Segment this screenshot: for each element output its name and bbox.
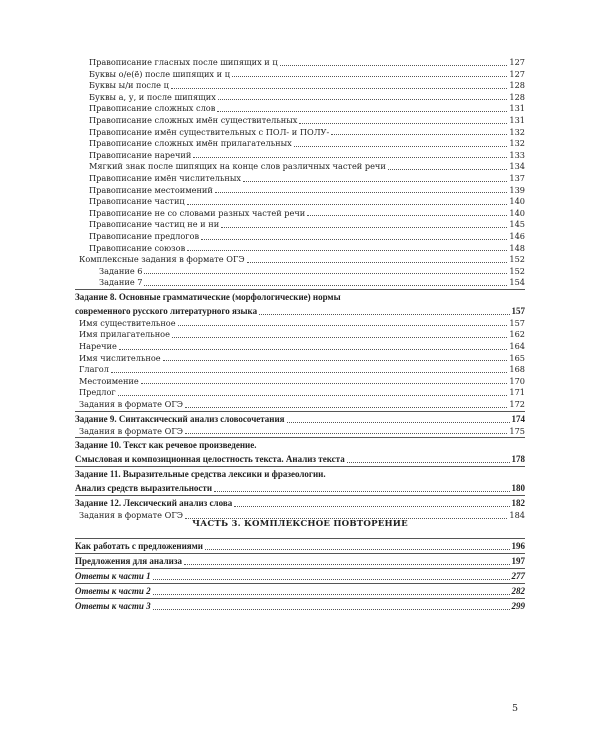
toc-entry: [75, 103, 525, 115]
toc-entry: [75, 598, 525, 613]
toc-entry-page: 172: [509, 399, 525, 410]
dot-leader: [388, 169, 508, 170]
toc-entry: [75, 231, 525, 243]
toc-entry-title: Правописание сложных имён существительных: [89, 114, 298, 125]
toc-entry: [75, 568, 525, 583]
dot-leader: [144, 285, 507, 286]
toc-entry-page: 145: [509, 219, 525, 230]
toc-entry-page: 146: [509, 230, 525, 241]
toc-entry-title: Анализ средств выразительности: [75, 483, 213, 494]
dot-leader: [287, 422, 510, 423]
toc-entry-page: 196: [511, 541, 525, 551]
toc-entry-page: 152: [509, 254, 525, 265]
toc-entry-title: Правописание частиц: [89, 196, 185, 207]
toc-entry-page: 128: [509, 80, 525, 91]
table-of-contents-part3: [75, 538, 525, 613]
toc-entry: [75, 426, 525, 438]
dot-leader: [141, 383, 508, 384]
toc-entry-title: современного русского литературного языка: [75, 305, 258, 316]
toc-entry-title: Правописание предлогов: [89, 230, 200, 241]
toc-entry-title: Правописание частиц не и ни: [89, 219, 220, 230]
toc-entry-title: Буквы а, у, и после шипящих: [89, 91, 216, 102]
toc-entry-page: 174: [511, 413, 525, 424]
toc-entry: [75, 69, 525, 81]
toc-entry-page: 182: [511, 498, 525, 509]
toc-entry-page: 137: [509, 172, 525, 183]
toc-entry-title: Правописание не со словами разных частей речи: [89, 207, 306, 218]
dot-leader: [299, 123, 507, 124]
dot-leader: [184, 564, 510, 565]
toc-entry: [75, 583, 525, 598]
dot-leader: [185, 433, 507, 434]
toc-entry: [75, 138, 525, 150]
toc-entry-title: Правописание имён существительных с ПОЛ- и ПОЛУ-: [89, 126, 330, 137]
toc-entry: [75, 318, 525, 330]
toc-entry-title: Задание 9. Синтаксический анализ словосочетания: [75, 413, 285, 424]
toc-entry: [75, 304, 525, 318]
dot-leader: [221, 227, 507, 228]
toc-entry: [75, 353, 525, 365]
toc-entry-title: Задание 11. Выразительные средства лексики и фразеологии.: [75, 469, 326, 480]
toc-entry: [75, 538, 525, 553]
dot-leader: [119, 349, 508, 350]
toc-entry-title: Задание 8. Основные грамматические (морфологические) нормы: [75, 291, 341, 302]
toc-entry: [75, 196, 525, 208]
toc-entry: [75, 161, 525, 173]
toc-entry: [75, 553, 525, 568]
toc-entry-page: 277: [511, 571, 525, 581]
toc-entry-title: Имя числительное: [79, 352, 161, 363]
toc-entry: [75, 185, 525, 197]
toc-entry-page: 175: [509, 425, 525, 436]
toc-entry-title: Ответы к части 2: [75, 586, 151, 596]
dot-leader: [232, 76, 507, 77]
toc-entry: [75, 208, 525, 220]
toc-entry-title: Правописание местоимений: [89, 184, 213, 195]
toc-entry: [75, 277, 525, 289]
toc-entry-title: Буквы ы/и после ц: [89, 80, 169, 91]
toc-entry: [75, 127, 525, 139]
toc-entry: [75, 364, 525, 376]
toc-entry: [75, 437, 525, 452]
toc-entry: [75, 466, 525, 481]
toc-entry-page: 127: [509, 68, 525, 79]
dot-leader: [234, 506, 509, 507]
toc-entry-page: 140: [509, 196, 525, 207]
toc-entry-title: Буквы о/е(ё) после шипящих и ц: [89, 68, 230, 79]
toc-entry-page: 140: [509, 207, 525, 218]
toc-entry: [75, 376, 525, 388]
toc-entry-page: 180: [511, 483, 525, 494]
dot-leader: [347, 462, 510, 463]
toc-entry-page: 165: [509, 352, 525, 363]
toc-entry-title: Имя прилагательное: [79, 329, 170, 340]
dot-leader: [217, 111, 507, 112]
toc-entry-page: 157: [509, 317, 525, 328]
dot-leader: [218, 99, 508, 100]
toc-entry-page: 128: [509, 91, 525, 102]
toc-entry: [75, 115, 525, 127]
toc-entry-title: Наречие: [79, 341, 117, 352]
toc-entry-title: Предлог: [79, 387, 116, 398]
toc-entry-title: Имя существительное: [79, 317, 176, 328]
toc-entry-page: 131: [509, 114, 525, 125]
toc-entry-page: 162: [509, 329, 525, 340]
dot-leader: [215, 192, 508, 193]
toc-entry-page: 139: [509, 184, 525, 195]
toc-entry: [75, 80, 525, 92]
toc-entry-title: Правописание имён числительных: [89, 172, 242, 183]
toc-entry-page: 184: [509, 510, 525, 521]
dot-leader: [163, 360, 508, 361]
toc-entry-title: Смысловая и композиционная целостность текста. Анализ текста: [75, 454, 345, 465]
toc-entry-page: 164: [509, 341, 525, 352]
toc-entry-page: 178: [511, 454, 525, 465]
toc-entry-title: Правописание сложных имён прилагательных: [89, 138, 292, 149]
dot-leader: [294, 146, 508, 147]
toc-entry-title: Задание 10. Текст как речевое произведение.: [75, 440, 257, 451]
toc-entry: [75, 452, 525, 466]
toc-entry-title: Ответы к части 3: [75, 601, 151, 611]
toc-entry: [75, 92, 525, 104]
toc-entry-title: Правописание союзов: [89, 242, 186, 253]
toc-entry: [75, 411, 525, 426]
toc-entry: [75, 266, 525, 278]
section-title: ЧАСТЬ 3. КОМПЛЕКСНОЕ ПОВТОРЕНИЕ: [192, 519, 408, 529]
toc-entry-title: Задания в формате ОГЭ: [79, 510, 184, 521]
toc-entry-page: 133: [509, 149, 525, 160]
table-of-contents-part2: [75, 57, 525, 522]
toc-entry-page: 134: [509, 161, 525, 172]
dot-leader: [307, 215, 507, 216]
dot-leader: [172, 337, 507, 338]
toc-entry: [75, 341, 525, 353]
page-number: 5: [512, 703, 519, 714]
dot-leader: [214, 491, 509, 492]
toc-entry: [75, 243, 525, 255]
dot-leader: [118, 395, 508, 396]
dot-leader: [243, 181, 507, 182]
toc-entry-page: 127: [509, 57, 525, 67]
toc-entry-page: 152: [509, 265, 525, 276]
toc-entry-title: Правописание сложных слов: [89, 103, 216, 114]
toc-entry-page: 132: [509, 138, 525, 149]
dot-leader: [144, 273, 507, 274]
dot-leader: [205, 549, 510, 550]
toc-entry: [75, 57, 525, 69]
toc-entry-title: Предложения для анализа: [75, 556, 182, 566]
dot-leader: [171, 88, 507, 89]
toc-entry-title: Задание 6: [99, 265, 143, 276]
dot-leader: [111, 372, 507, 373]
toc-entry-page: 154: [509, 277, 525, 288]
toc-entry: [75, 399, 525, 411]
dot-leader: [331, 134, 507, 135]
dot-leader: [247, 262, 508, 263]
toc-entry: [75, 173, 525, 185]
toc-entry-title: Задание 12. Лексический анализ слова: [75, 498, 233, 509]
dot-leader: [201, 239, 507, 240]
toc-entry-page: 299: [511, 601, 525, 611]
dot-leader: [280, 65, 508, 66]
toc-entry-title: Ответы к части 1: [75, 571, 151, 581]
dot-leader: [187, 204, 508, 205]
toc-entry: [75, 219, 525, 231]
toc-entry: [75, 481, 525, 495]
toc-entry-page: 157: [511, 305, 525, 316]
toc-entry: [75, 329, 525, 341]
toc-entry: [75, 387, 525, 399]
toc-entry-page: 148: [509, 242, 525, 253]
toc-entry-page: 197: [511, 556, 525, 566]
toc-entry-page: 282: [511, 586, 525, 596]
toc-entry-title: Правописание гласных после шипящих и ц: [89, 57, 278, 67]
toc-entry-title: Задания в формате ОГЭ: [79, 399, 184, 410]
toc-entry-title: Правописание наречий: [89, 149, 192, 160]
toc-entry-title: Как работать с предложениями: [75, 541, 203, 551]
toc-entry: [75, 289, 525, 304]
dot-leader: [193, 157, 507, 158]
dot-leader: [178, 325, 508, 326]
dot-leader: [153, 609, 510, 610]
toc-entry-title: Мягкий знак после шипящих на конце слов различных частей речи: [89, 161, 386, 172]
toc-entry-page: 131: [509, 103, 525, 114]
dot-leader: [153, 579, 510, 580]
toc-entry-title: Местоимение: [79, 375, 139, 386]
toc-entry-page: 170: [509, 375, 525, 386]
dot-leader: [185, 407, 507, 408]
toc-entry-title: Задания в формате ОГЭ: [79, 425, 184, 436]
toc-entry: [75, 254, 525, 266]
dot-leader: [153, 594, 510, 595]
toc-entry: [75, 495, 525, 510]
toc-entry-title: Задание 7: [99, 277, 143, 288]
toc-entry-page: 132: [509, 126, 525, 137]
toc-entry-title: Комплексные задания в формате ОГЭ: [79, 254, 245, 265]
toc-entry-page: 171: [509, 387, 525, 398]
toc-entry-title: Глагол: [79, 364, 109, 375]
dot-leader: [187, 250, 507, 251]
toc-entry: [75, 150, 525, 162]
dot-leader: [259, 314, 509, 315]
toc-entry-page: 168: [509, 364, 525, 375]
